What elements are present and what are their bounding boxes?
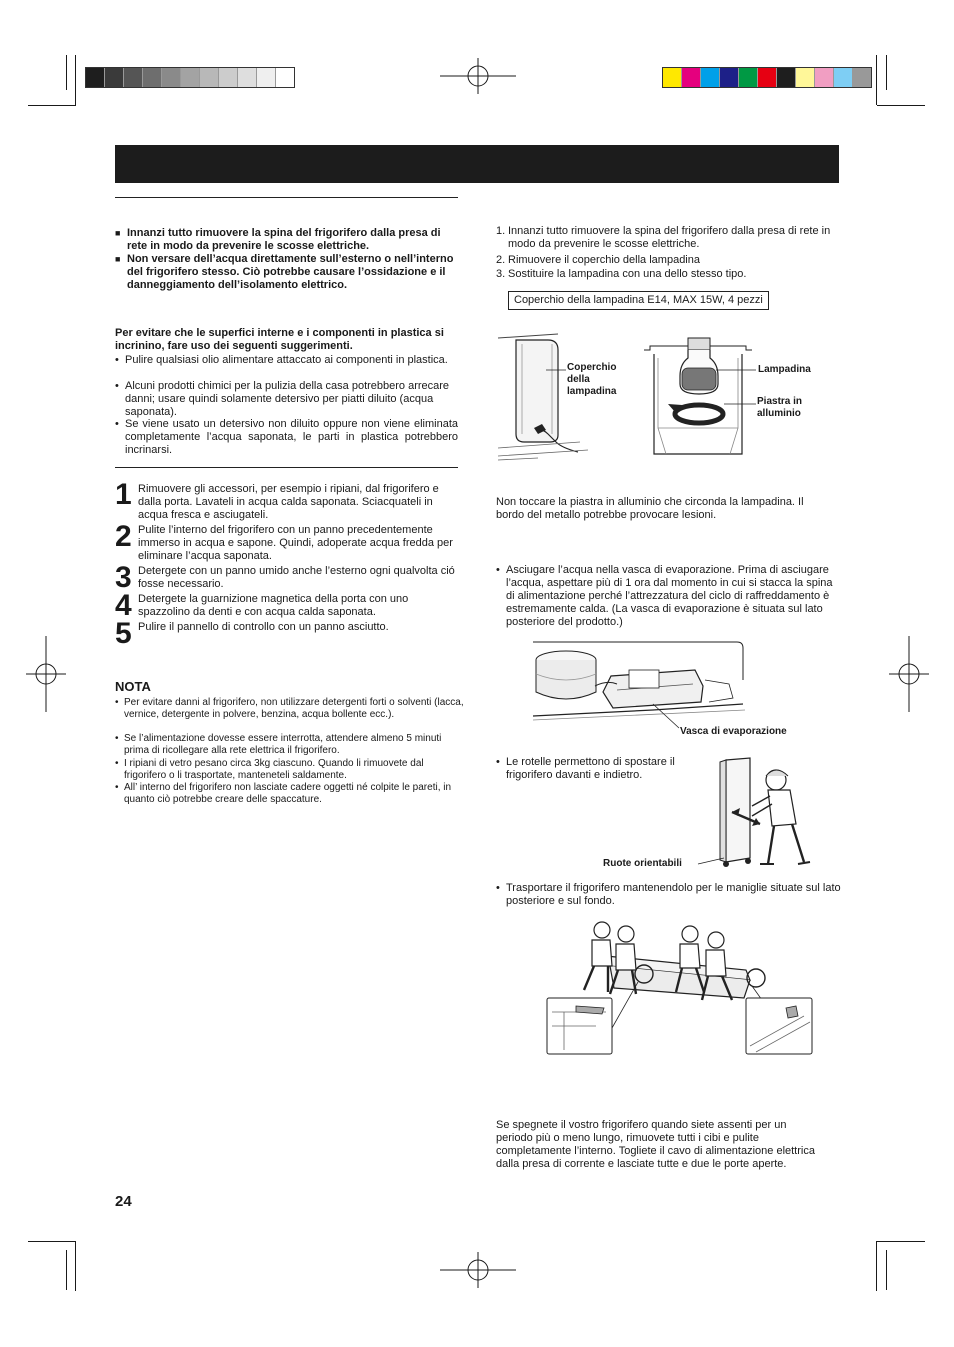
calibration-swatch <box>834 68 853 87</box>
fridge-wheels-figure <box>696 752 814 870</box>
section-header-bar <box>115 145 839 183</box>
calibration-swatch <box>758 68 777 87</box>
label-bulb: Lampadina <box>758 364 811 375</box>
calibration-swatch <box>257 68 276 87</box>
warning-unplug: ■ Innanzi tutto rimuovere la spina del frigorifero dalla presa di rete in modo da prevenire le scosse elettriche. <box>115 227 458 253</box>
label-lamp-cover: Coperchio della lampadina <box>567 362 617 397</box>
calibration-swatch <box>105 68 124 87</box>
calibration-swatch <box>181 68 200 87</box>
calibration-swatch <box>238 68 257 87</box>
aluminium-plate-warning: Non toccare la piastra in alluminio che circonda la lampadina. Il bordo del metallo potrebbe provocare lesioni. <box>496 496 804 521</box>
step-number-4: 4 <box>115 589 131 622</box>
carry-tip: • Trasportare il frigorifero mantenendolo per le maniglie situate sul lato posteriore e sul fondo. <box>496 882 842 908</box>
lamp-step-1: 1. Innanzi tutto rimuovere la spina del frigorifero dalla presa di rete in modo da prevenire le scosse elettriche. <box>496 225 831 250</box>
calibration-swatch <box>162 68 181 87</box>
calibration-swatch <box>219 68 238 87</box>
wheels-tip: • Le rotelle permettono di spostare il frigorifero davanti e indietro. <box>496 756 716 782</box>
left-top-rule <box>115 197 458 198</box>
step-number-1: 1 <box>115 478 131 511</box>
calibration-swatch <box>853 68 871 87</box>
calibration-swatch <box>701 68 720 87</box>
step-number-3: 3 <box>115 561 131 594</box>
calibration-swatch <box>682 68 701 87</box>
nota-title: NOTA <box>115 679 151 694</box>
lamp-step-3: 3. Sostituire la lampadina con una dello stesso tipo. <box>496 268 747 280</box>
nota-item-2: • Se l’alimentazione dovesse essere interrotta, attendere almeno 5 minuti prima di ricollegare alla rete elettrica il frigorifero. <box>115 733 464 757</box>
label-aluminium-plate: Piastra in alluminio <box>757 396 803 419</box>
gray-calibration-bar <box>85 67 295 88</box>
bulb-figure <box>644 332 752 460</box>
plastic-tip-3: • Se viene usato un detersivo non diluito oppure non viene eliminata completamente l’acqua saponata, le parti in plastica potrebbero incrinarsi. <box>115 418 458 457</box>
step-number-2: 2 <box>115 520 131 553</box>
calibration-swatch <box>739 68 758 87</box>
absence-text: Se spegnete il vostro frigorifero quando siete assenti per un periodo più o meno lungo, rimuovete tutti i cibi e pulite completamente l’interno. Togliete il cavo di alimentazione elettrica dalla presa di corrente e lasciate tutte e due le porte aperte. <box>496 1119 815 1170</box>
color-calibration-bar <box>662 67 872 88</box>
calibration-swatch <box>777 68 796 87</box>
warning-no-water: ■ Non versare dell’acqua direttamente sull’esterno o nell’interno del frigorifero stesso. Ciò potrebbe causare l’ossidazione e il danneggiamento dell’isolamento elettrico. <box>115 253 458 292</box>
registration-mark-top-icon <box>440 58 516 94</box>
calibration-swatch <box>276 68 294 87</box>
plastic-tip-1: • Pulire qualsiasi olio alimentare attaccato ai componenti in plastica. <box>115 354 458 367</box>
step-text-1: Rimuovere gli accessori, per esempio i ripiani, dal frigorifero e dalla porta. Lavateli in acqua calda saponata. Sciacquateli in acqua fresca e asciugateli. <box>138 483 439 521</box>
registration-mark-right-icon <box>889 636 929 712</box>
lamp-spec-box: Coperchio della lampadina E14, MAX 15W, 4 pezzi <box>508 291 769 310</box>
step-text-2: Pulite l’interno del frigorifero con un panno precedentemente immerso in acqua e sapone. Quindi, adoperate acqua fredda per eliminare l’acqua saponata. <box>138 524 453 562</box>
step-text-5: Pulire il pannello di controllo con un panno asciutto. <box>138 621 389 633</box>
step-text-3: Detergete con un panno umido anche l’esterno ogni qualvolta ció fosse necessario. <box>138 565 455 590</box>
label-wheels: Ruote orientabili <box>603 858 682 869</box>
evaporation-tray-tip: • Asciugare l’acqua nella vasca di evaporazione. Prima di asciugare l’acqua, aspettare più di 1 ora dal momento in cui si stacca la spina di alimentazione perché l’attrezzatura del ciclo di raffreddamento è estremamente calda. (La vasca di evaporazione è situata sul lato posteriore del prodotto.) <box>496 564 834 629</box>
calibration-swatch <box>143 68 162 87</box>
page-number: 24 <box>115 1193 132 1210</box>
registration-mark-left-icon <box>26 636 66 712</box>
step-number-5: 5 <box>115 617 131 650</box>
calibration-swatch <box>86 68 105 87</box>
lamp-step-2: 2. Rimuovere il coperchio della lampadina <box>496 254 700 266</box>
calibration-swatch <box>663 68 682 87</box>
calibration-swatch <box>796 68 815 87</box>
plastic-tip-2: • Alcuni prodotti chimici per la pulizia della casa potrebbero arrecare danni; usare quindi solamente detersivo per piatti diluito (acqua saponata). <box>115 380 458 419</box>
nota-item-1: • Per evitare danni al frigorifero, non utilizzare detergenti forti o solventi (lacca, vernice, detergente in polvere, benzina, acqua bollente ecc.). <box>115 697 464 721</box>
evaporation-tray-figure <box>533 640 745 732</box>
calibration-swatch <box>720 68 739 87</box>
calibration-swatch <box>124 68 143 87</box>
registration-mark-bottom-icon <box>440 1252 516 1288</box>
carrying-fridge-figure <box>546 916 814 1056</box>
step-text-4: Detergete la guarnizione magnetica della porta con uno spazzolino da denti e con acqua calda saponata. <box>138 593 409 618</box>
plastic-intro: Per evitare che le superfici interne e i componenti in plastica si incrinino, fare uso dei seguenti suggerimenti. <box>115 327 444 352</box>
label-evaporation-tray: Vasca di evaporazione <box>680 726 787 737</box>
calibration-swatch <box>200 68 219 87</box>
left-mid-rule <box>115 467 458 468</box>
nota-item-4: • All’ interno del frigorifero non lasciate cadere oggetti né colpite le pareti, in quanto ciò potrebbe creare delle spaccature. <box>115 782 464 806</box>
calibration-swatch <box>815 68 834 87</box>
nota-item-3: • I ripiani di vetro pesano circa 3kg ciascuno. Quando li rimuovete dal frigorifero o li trasportate, manteneteli saldamente. <box>115 758 464 782</box>
